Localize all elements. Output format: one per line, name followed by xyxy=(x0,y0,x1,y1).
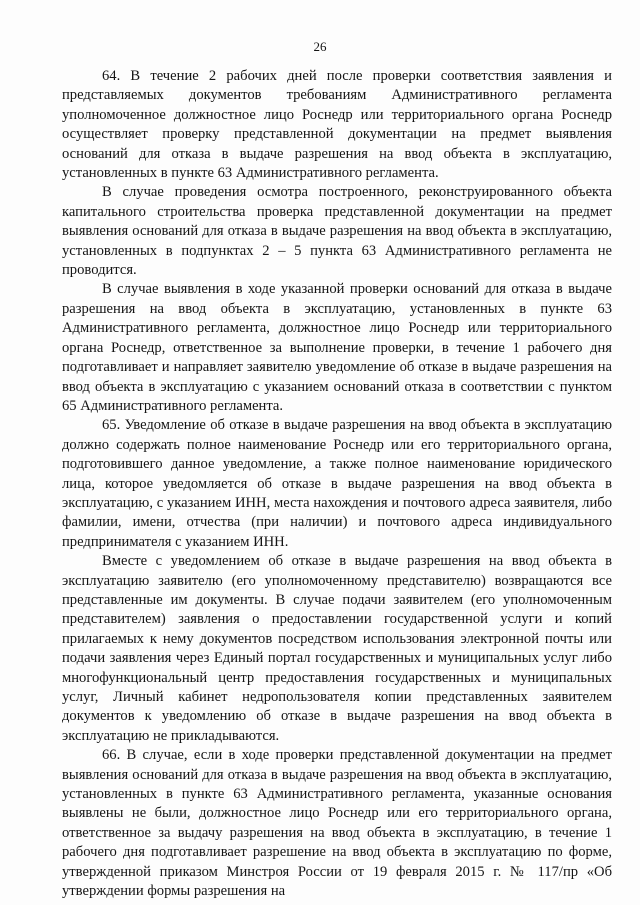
paragraph-64: 64. В течение 2 рабочих дней после проверки соответствия заявления и представляемых документов требованиям Административного регламента уполномоченное должностное лицо Роснедр или территориального органа Роснедр осуществляет проверку представленной документации на предмет выявления оснований для отказа в выдаче разрешения на ввод объекта в эксплуатацию, установленных в пункте 63 Административного регламента. xyxy=(62,68,612,182)
paragraph-documents-return: Вместе с уведомлением об отказе в выдаче разрешения на ввод объекта в эксплуатацию заявителю (его уполномоченному представителю) возвращаются все представленные им документы. В случае подачи заявителем (его уполномоченным представителем) заявления о предоставлении государственной услуги и копий прилагаемых к нему документов посредством использования электронной почты или подачи заявления через Единый портал государственных и муниципальных услуг либо многофункциональный центр предоставления государственных и муниципальных услуг, Личный кабинет недропользователя копии представленных заявителем документов к уведомлению об отказе в выдаче разрешения на ввод объекта в эксплуатацию не прикладываются. xyxy=(62,553,612,744)
page-number: 26 xyxy=(313,39,327,54)
paragraph-inspection-case: В случае проведения осмотра построенного, реконструированного объекта капитального строительства проверка представленной документации на предмет выявления оснований для отказа в выдаче разрешения на ввод объекта в эксплуатацию, установленных в подпунктах 2 – 5 пункта 63 Административного регламента не проводится. xyxy=(62,184,612,279)
paragraph-66: 66. В случае, если в ходе проверки представленной документации на предмет выявления оснований для отказа в выдаче разрешения на ввод объекта в эксплуатацию, установленных в пункте 63 Административного регламента, указанные основания выявлены не были, должностное лицо Роснедр или его территориального органа, ответственное за выдачу разрешения на ввод объекта в эксплуатацию, в течение 1 рабочего дня подготавливает разрешение на ввод объекта в эксплуатацию по форме, утвержденной приказом Минстроя России от 19 февраля 2015 г. № 117/пр «Об утверждении формы разрешения на xyxy=(62,747,612,900)
paragraph-65: 65. Уведомление об отказе в выдаче разрешения на ввод объекта в эксплуатацию должно содержать полное наименование Роснедр или его территориального органа, подготовившего данное уведомление, а также полное наименование юридического лица, которое уведомляется об отказе в выдаче разрешения на ввод объекта в эксплуатацию, с указанием ИНН, места нахождения и почтового адреса заявителя, либо фамилии, имени, отчества (при наличии) и почтового адреса индивидуального предпринимателя с указанием ИНН. xyxy=(62,417,612,550)
document-body xyxy=(62,67,612,901)
paragraph-refusal-grounds: В случае выявления в ходе указанной проверки оснований для отказа в выдаче разрешения на ввод объекта в эксплуатацию, установленных в пункте 63 Административного регламента, должностное лицо Роснедр или территориального органа Роснедр, ответственное за выполнение проверки, в течение 1 рабочего дня подготавливает и направляет заявителю уведомление об отказе в выдаче разрешения на ввод объекта в эксплуатацию с указанием оснований отказа в соответствии с пунктом 65 Административного регламента. xyxy=(62,281,612,414)
